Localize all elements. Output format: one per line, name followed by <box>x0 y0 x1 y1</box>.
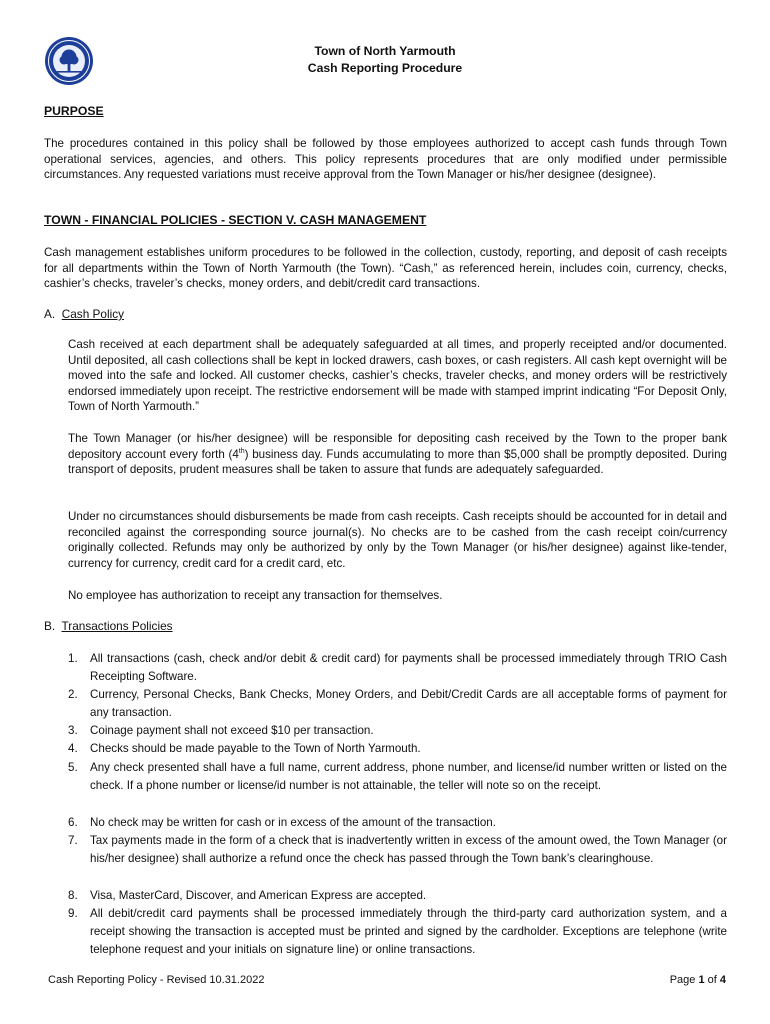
transactions-heading <box>44 618 173 634</box>
list-item-number: 9. <box>68 907 78 920</box>
section-v-text: Cash management establishes uniform procedures to be followed in the collection, custody, reporting, and deposit of cash receipts for all departments within the Town of North Yarmouth (the Town). “Cash,” as referenced herein, includes coin, currency, checks, cashier’s checks, traveler’s checks, money orders, and debit/credit card transactions. <box>44 246 727 290</box>
list-item <box>68 814 727 832</box>
list-item <box>68 740 727 758</box>
transactions-label: Transactions Policies <box>61 619 173 633</box>
cash-policy-paragraph-3: Under no circumstances should disbursements be made from cash receipts. Cash receipts should be accounted for in detail and reconciled against the corresponding source journal(s). No checks are to be cashed from the cash receipt coin/currency originally collected. Refunds may only be authorized by only by the Town Manager (or his/her designee) against like-tender, currency for currency, credit card for a credit card, etc. <box>68 510 727 570</box>
page-number <box>670 973 726 987</box>
list-item-text: No check may be written for cash or in excess of the amount of the transaction. <box>90 816 496 829</box>
list-item-text: Currency, Personal Checks, Bank Checks, Money Orders, and Debit/Credit Cards are all acceptable forms of payment for any transaction. <box>90 688 727 719</box>
list-item <box>68 832 727 868</box>
list-item-number: 6. <box>68 816 78 829</box>
cash-policy-heading <box>44 306 124 322</box>
page-current: 1 <box>698 974 705 986</box>
page-total: 4 <box>719 974 726 986</box>
page-prefix: Page <box>669 974 699 986</box>
list-item-number: 5. <box>68 761 78 774</box>
list-item <box>68 887 727 905</box>
cash-policy-p2-end: ) business day. Funds accumulating to more than $5,000 shall be promptly deposited. During transport of deposits, prudent measures shall be taken to assure that funds are adequately safeguarded. <box>68 447 728 476</box>
list-item-text: Visa, MasterCard, Discover, and American Express are accepted. <box>90 889 427 902</box>
list-item-text: Any check presented shall have a full name, current address, phone number, and license/id number written or listed on the check. If a phone number or license/id number is not attainable, the teller will note so on the receipt. <box>90 761 727 792</box>
cash-policy-letter: A. <box>44 307 56 321</box>
footer-revision: Cash Reporting Policy - Revised 10.31.2022 <box>48 974 265 986</box>
list-item-text: Checks should be made payable to the Town of North Yarmouth. <box>90 742 421 755</box>
list-item <box>68 722 727 740</box>
list-item-number: 4. <box>68 742 78 755</box>
list-item-text: All transactions (cash, check and/or debit & credit card) for payments shall be processed immediately through TRIO Cash Receipting Software. <box>90 652 727 683</box>
list-item-number: 2. <box>68 688 78 701</box>
purpose-heading: PURPOSE <box>44 104 104 118</box>
list-item-number: 1. <box>68 652 78 665</box>
section-v-heading: TOWN - FINANCIAL POLICIES - SECTION V. CASH MANAGEMENT <box>44 213 427 227</box>
list-item <box>68 905 727 959</box>
cash-policy-paragraph-2 <box>68 431 727 478</box>
document-title: Town of North Yarmouth <box>314 44 456 58</box>
cash-policy-label: Cash Policy <box>61 307 125 321</box>
list-item-number: 8. <box>68 889 78 902</box>
list-item <box>68 650 727 686</box>
page-mid: of <box>704 974 720 986</box>
list-item-text: Tax payments made in the form of a check that is inadvertently written in excess of the amount owed, the Town Manager (or his/her designee) shall authorize a refund once the check has passed through the Town bank’s clearinghouse. <box>90 834 727 865</box>
list-item <box>68 686 727 722</box>
purpose-text: The procedures contained in this policy shall be followed by those employees authorized to accept cash funds through Town operational services, agencies, and others. This policy represents procedures that are only modified under permissible circumstances. Any requested variations must receive approval from the Town Manager or his/her designee (designee). <box>44 137 727 181</box>
list-item-text: Coinage payment shall not exceed $10 per transaction. <box>90 724 374 737</box>
ordinal-suffix: th <box>238 447 245 455</box>
cash-policy-paragraph-4: No employee has authorization to receipt any transaction for themselves. <box>68 589 443 602</box>
document-subtitle: Cash Reporting Procedure <box>307 61 463 75</box>
list-item-number: 7. <box>68 834 78 847</box>
list-item-number: 3. <box>68 724 78 737</box>
list-item <box>68 759 727 795</box>
transactions-letter: B. <box>44 619 56 633</box>
cash-policy-p2-start: The Town Manager (or his/her designee) will be responsible for depositing cash received by the Town to the proper bank depository account every forth (4 <box>68 432 727 461</box>
list-item-text: All debit/credit card payments shall be processed immediately through the third-party card authorization system, and a receipt showing the transaction is accepted must be printed and signed by the cardholder. Exceptions are telephone (write telephone request and your initials on signature line) or online transactions. <box>90 907 727 956</box>
cash-policy-paragraph-1: Cash received at each department shall be adequately safeguarded at all times, and properly receipted and/or documented. Until deposited, all cash collections shall be kept in locked drawers, cash boxes, or cash registers. All cash kept overnight will be moved into the safe and locked. All customer checks, cashier’s checks, traveler checks, and money orders will be restrictively endorsed immediately upon receipt. The restrictive endorsement will be made with stamped imprint indicating “For Deposit Only, Town of North Yarmouth.” <box>68 338 727 413</box>
